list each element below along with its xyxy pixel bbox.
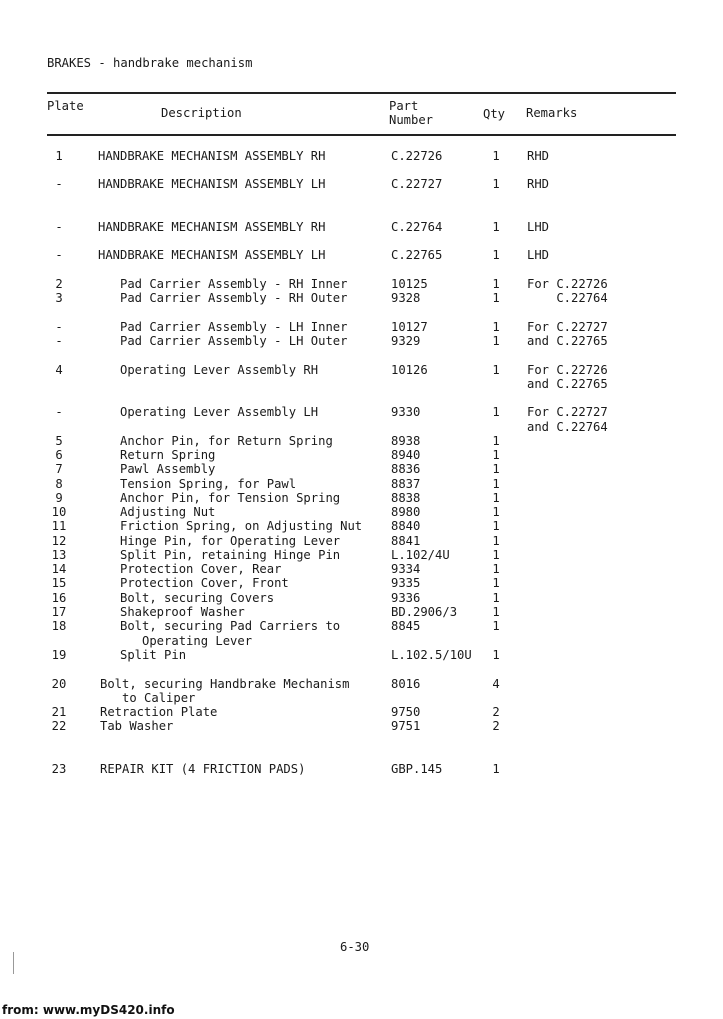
remarks-cell: RHD (527, 177, 550, 191)
page-title: BRAKES - handbrake mechanism (47, 56, 253, 70)
header-top-rule (47, 92, 676, 94)
part-number-cell: 8838 (391, 491, 421, 505)
header-part-line2: Number (389, 113, 434, 127)
remarks-cell: RHD (527, 149, 550, 163)
description-cell: Split Pin (120, 648, 187, 662)
qty-cell: 2 (492, 705, 500, 719)
page-number: 6-30 (340, 940, 370, 954)
remarks-cell: For C.22727 (527, 320, 608, 334)
part-number-cell: 9328 (391, 291, 421, 305)
description-cell: Friction Spring, on Adjusting Nut (120, 519, 363, 533)
description-cell: Return Spring (120, 448, 216, 462)
part-number-cell: C.22764 (391, 220, 443, 234)
qty-cell: 1 (492, 562, 500, 576)
plate-cell: 19 (51, 648, 67, 662)
qty-cell: 1 (492, 462, 500, 476)
remarks-cell: and C.22765 (527, 377, 608, 391)
plate-cell: 10 (51, 505, 67, 519)
part-number-cell: GBP.145 (391, 762, 443, 776)
description-cell: Pawl Assembly (120, 462, 216, 476)
plate-cell: - (55, 405, 63, 419)
qty-cell: 2 (492, 719, 500, 733)
plate-cell: - (55, 248, 63, 262)
qty-cell: 1 (492, 334, 500, 348)
part-number-cell: L.102.5/10U (391, 648, 472, 662)
part-number-cell: 10126 (391, 363, 428, 377)
plate-cell: - (55, 220, 63, 234)
part-number-cell: 9330 (391, 405, 421, 419)
part-number-cell: C.22765 (391, 248, 443, 262)
plate-cell: 21 (51, 705, 67, 719)
description-cell: Tab Washer (100, 719, 174, 733)
plate-cell: 8 (55, 477, 63, 491)
description-cell: Pad Carrier Assembly - LH Inner (120, 320, 348, 334)
description-cell: HANDBRAKE MECHANISM ASSEMBLY LH (98, 248, 326, 262)
remarks-cell: For C.22727 (527, 405, 608, 419)
qty-cell: 1 (492, 177, 500, 191)
remarks-cell: LHD (527, 220, 550, 234)
qty-cell: 4 (492, 677, 500, 691)
qty-cell: 1 (492, 505, 500, 519)
description-cell: Tension Spring, for Pawl (120, 477, 297, 491)
qty-cell: 1 (492, 548, 500, 562)
qty-cell: 1 (492, 405, 500, 419)
qty-cell: 1 (492, 491, 500, 505)
description-cell: Hinge Pin, for Operating Lever (120, 534, 341, 548)
description-cell: HANDBRAKE MECHANISM ASSEMBLY RH (98, 220, 326, 234)
plate-cell: - (55, 334, 63, 348)
header-plate: Plate (47, 99, 84, 113)
header-remarks: Remarks (526, 106, 578, 120)
header-qty: Qty (483, 107, 506, 121)
qty-cell: 1 (492, 277, 500, 291)
part-number-cell: 9750 (391, 705, 421, 719)
plate-cell: - (55, 320, 63, 334)
part-number-cell: 9334 (391, 562, 421, 576)
part-number-cell: 10127 (391, 320, 428, 334)
description-cell: Operating Lever (120, 634, 253, 648)
header-part-line1: Part (389, 99, 419, 113)
plate-cell: 22 (51, 719, 67, 733)
description-cell: Pad Carrier Assembly - LH Outer (120, 334, 348, 348)
description-cell: to Caliper (100, 691, 196, 705)
plate-cell: 14 (51, 562, 67, 576)
plate-cell: 6 (55, 448, 63, 462)
qty-cell: 1 (492, 648, 500, 662)
qty-cell: 1 (492, 477, 500, 491)
part-number-cell: 8837 (391, 477, 421, 491)
scan-mark (13, 952, 14, 974)
plate-cell: 11 (51, 519, 67, 533)
part-number-cell: 9335 (391, 576, 421, 590)
part-number-cell: C.22727 (391, 177, 443, 191)
description-cell: Bolt, securing Handbrake Mechanism (100, 677, 350, 691)
qty-cell: 1 (492, 320, 500, 334)
remarks-cell: C.22764 (527, 291, 608, 305)
description-cell: Retraction Plate (100, 705, 218, 719)
plate-cell: 12 (51, 534, 67, 548)
description-cell: Operating Lever Assembly RH (120, 363, 319, 377)
qty-cell: 1 (492, 591, 500, 605)
part-number-cell: BD.2906/3 (391, 605, 458, 619)
plate-cell: 5 (55, 434, 63, 448)
plate-cell: 17 (51, 605, 67, 619)
qty-cell: 1 (492, 220, 500, 234)
plate-cell: 16 (51, 591, 67, 605)
plate-cell: 9 (55, 491, 63, 505)
remarks-cell: LHD (527, 248, 550, 262)
qty-cell: 1 (492, 448, 500, 462)
description-cell: HANDBRAKE MECHANISM ASSEMBLY RH (98, 149, 326, 163)
description-cell: Operating Lever Assembly LH (120, 405, 319, 419)
header-description: Description (161, 106, 242, 120)
part-number-cell: 8980 (391, 505, 421, 519)
plate-cell: 20 (51, 677, 67, 691)
plate-cell: 15 (51, 576, 67, 590)
plate-cell: 3 (55, 291, 63, 305)
qty-cell: 1 (492, 576, 500, 590)
description-cell: Anchor Pin, for Return Spring (120, 434, 333, 448)
plate-cell: - (55, 177, 63, 191)
plate-cell: 13 (51, 548, 67, 562)
qty-cell: 1 (492, 605, 500, 619)
remarks-cell: and C.22764 (527, 420, 608, 434)
plate-cell: 23 (51, 762, 67, 776)
plate-cell: 18 (51, 619, 67, 633)
qty-cell: 1 (492, 762, 500, 776)
part-number-cell: 8845 (391, 619, 421, 633)
plate-cell: 7 (55, 462, 63, 476)
part-number-cell: 8938 (391, 434, 421, 448)
remarks-cell: For C.22726 (527, 363, 608, 377)
part-number-cell: L.102/4U (391, 548, 450, 562)
part-number-cell: 8841 (391, 534, 421, 548)
description-cell: REPAIR KIT (4 FRICTION PADS) (100, 762, 306, 776)
description-cell: Anchor Pin, for Tension Spring (120, 491, 341, 505)
description-cell: HANDBRAKE MECHANISM ASSEMBLY LH (98, 177, 326, 191)
qty-cell: 1 (492, 434, 500, 448)
description-cell: Shakeproof Washer (120, 605, 245, 619)
part-number-cell: 10125 (391, 277, 428, 291)
part-number-cell: 9336 (391, 591, 421, 605)
description-cell: Pad Carrier Assembly - RH Outer (120, 291, 348, 305)
qty-cell: 1 (492, 363, 500, 377)
part-number-cell: 8940 (391, 448, 421, 462)
header-bottom-rule (47, 134, 676, 136)
plate-cell: 2 (55, 277, 63, 291)
plate-cell: 1 (55, 149, 63, 163)
qty-cell: 1 (492, 248, 500, 262)
description-cell: Bolt, securing Covers (120, 591, 275, 605)
remarks-cell: and C.22765 (527, 334, 608, 348)
plate-cell: 4 (55, 363, 63, 377)
qty-cell: 1 (492, 149, 500, 163)
description-cell: Protection Cover, Front (120, 576, 289, 590)
part-number-cell: C.22726 (391, 149, 443, 163)
qty-cell: 1 (492, 534, 500, 548)
qty-cell: 1 (492, 291, 500, 305)
description-cell: Split Pin, retaining Hinge Pin (120, 548, 341, 562)
part-number-cell: 9751 (391, 719, 421, 733)
description-cell: Protection Cover, Rear (120, 562, 282, 576)
part-number-cell: 9329 (391, 334, 421, 348)
description-cell: Pad Carrier Assembly - RH Inner (120, 277, 348, 291)
description-cell: Adjusting Nut (120, 505, 216, 519)
description-cell: Bolt, securing Pad Carriers to (120, 619, 341, 633)
qty-cell: 1 (492, 519, 500, 533)
part-number-cell: 8016 (391, 677, 421, 691)
remarks-cell: For C.22726 (527, 277, 608, 291)
part-number-cell: 8836 (391, 462, 421, 476)
qty-cell: 1 (492, 619, 500, 633)
part-number-cell: 8840 (391, 519, 421, 533)
source-footer: from: www.myDS420.info (2, 1003, 175, 1017)
